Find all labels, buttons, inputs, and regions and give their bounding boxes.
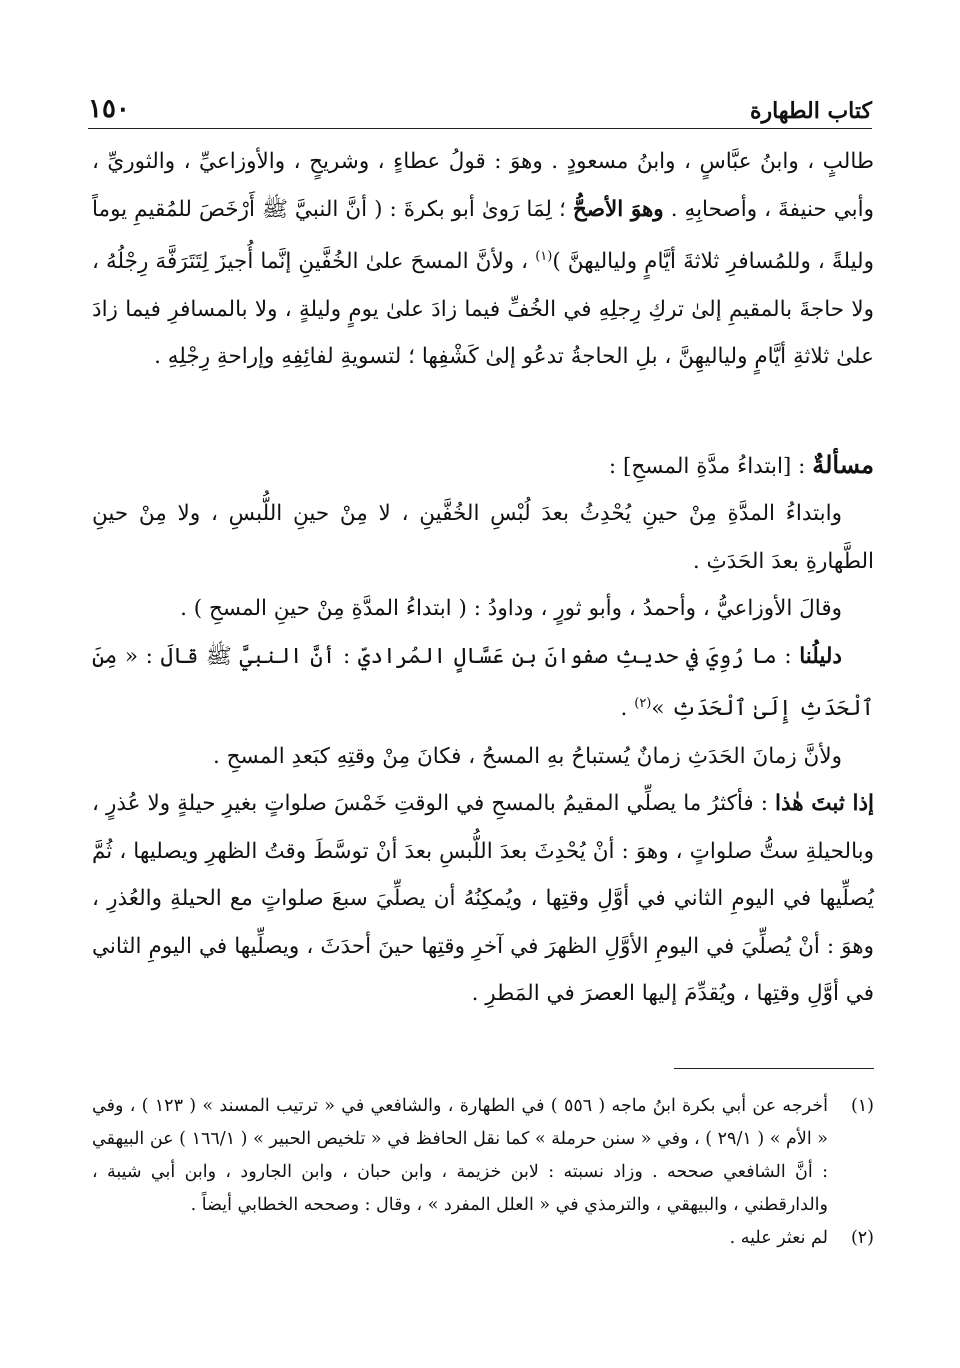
- footnotes: [92, 1090, 874, 1255]
- masala-label: مسألةٌ: [812, 449, 874, 479]
- opinion-bold-phrase: وهوَ الأصحُّ: [572, 196, 664, 222]
- footnote-marker-2: (٢): [634, 696, 652, 712]
- page-header: [88, 84, 872, 129]
- running-title: كتاب الطهارة: [749, 98, 872, 124]
- footnote-marker-1: (١): [535, 249, 553, 264]
- paragraph-3: وقالَ الأوزاعيُّ ، وأحمدُ ، وأبو ثورٍ ، وداودُ : ( ابتداءُ المدَّةِ مِنْ حينِ المسحِ ) .: [180, 596, 842, 622]
- footnote-number: (٢): [850, 1228, 874, 1248]
- masala-heading: [92, 441, 874, 491]
- footnote-1: [92, 1090, 874, 1222]
- footnote-number: (١): [850, 1096, 874, 1116]
- paragraph-1: طالبٍ ، وابنُ عبَّاسٍ ، وابنُ مسعودٍ . وهوَ : قولُ عطاءٍ ، وشريحٍ ، والأوزاعيِّ ، والثوريِّ ، وأبي حنيفةَ ، وأصحابِهِ . وهوَ الأصحُّ ؛ لِمَا رَوىٰ أبو بكرةَ : ( أنَّ النبيَّ ﷺ أَرْخَصَ للمُقيمِ يوماً وليلةً ، وللمُسافرِ ثلاثةَ أيَّامٍ ولياليهنَّ )$^{(١)}$ ، ولأنَّ المسحَ علىٰ الخُفَّينِ إنَّما أُجيزَ لِتَتَرَفَّهَ رِجْلُهُ ، ولا حاجةَ بالمقيمِ إلىٰ تركِ رِجلِهِ في الخُفِّ فيما زادَ علىٰ يومٍ وليلةٍ ، ولا بالمسافرِ فيما زادَ علىٰ ثلاثةِ أيَّامٍ ولياليهِنَّ ، بلِ الحاجةُ تدعُو إلىٰ كَشْفِها ؛ لتسويةِ لفائِفِهِ وإراحةِ رِجْلِهِ .: [92, 149, 874, 370]
- footnote-divider: [674, 1068, 874, 1069]
- paragraph-2: وابتداءُ المدَّةِ مِنْ حينِ يُحْدِثُ بعدَ لُبْسِ الخُفَّينِ ، لا مِنْ حينِ اللُّبسِ ، ولا مِنْ حينِ الطَّهارةِ بعدَ الحَدَثِ .: [92, 501, 874, 574]
- footnote-text: أخرجه عن أبي بكرة ابنُ ماجه ( ٥٥٦ ) في الطهارة ، والشافعي في « ترتيب المسند » ( ١٢٣ ) ، وفي « الأم » ( ٢٩/١ ) ، وفي « سنن حرملة » كما نقل الحافظ في « تلخيص الحبير » ( ١٦٦/١ ) عن البيهقي : أنَّ الشافعي صححه . وزاد نسبته : لابن خزيمة ، وابن حبان ، وابن الجارود ، وابن أبي شيبة ، والدارقطني ، والبيهقي ، والترمذي في « العلل المفرد » ، وقال : وصححه الخطابي أيضاً .: [92, 1096, 828, 1215]
- footnote-2: [92, 1222, 874, 1255]
- established-label: إذا ثبتَ هٰذا: [774, 791, 875, 817]
- masala-title: : [ابتداءُ مدَّةِ المسحِ] :: [608, 453, 806, 479]
- paragraph-5: ولأنَّ زمانَ الحَدَثِ زمانٌ يُستباحُ بهِ المسحُ ، فكانَ مِنْ وقتِهِ كبَعدِ المسحِ .: [213, 743, 842, 769]
- evidence-label: دليلُنا: [799, 643, 842, 669]
- paragraph-6: إذا ثبتَ هٰذا : فأكثرُ ما يصلِّي المقيمُ بالمسحِ في الوقتِ خَمْسَ صلواتٍ بغيرِ حيلةٍ ولا عُذرٍ ، وبالحيلةِ ستُّ صلواتٍ ، وهوَ : أنْ يُحْدِثَ بعدَ اللُّبسِ بعدَ أنْ توسَّطَ وقتُ الظهرِ ويصليها ، ثُمَّ يُصلِّيها في اليومِ الثاني في أوَّلِ وقتِها ، ويُمكِنُهُ أن يصلِّيَ سبعَ صلواتٍ مع الحيلةِ والعُذرِ ، وهوَ : أنْ يُصلِّيَ في اليومِ الأوَّلِ الظهرَ في آخرِ وقتِها حينَ أحدَثَ ، ويصلِّيها في اليومِ الثاني في أوَّلِ وقتِها ، ويُقدِّمَ إليها العصرَ في المَطرِ .: [92, 791, 875, 1007]
- paragraph-4: دليلُنا : ما رُوِيَ في حديثِ صفوانَ بن عَسَّالٍ المُراديِّ : أنَّ النبيَّ ﷺ قالَ : « مِنَ ٱلْحَدَثِ إِلَىٰ ٱلْحَدَثِ »$^{(٢)}$ .: [92, 643, 874, 722]
- page-number: ١٥٠: [88, 94, 130, 124]
- footnote-text: لم نعثر عليه .: [729, 1228, 828, 1248]
- main-text: [92, 138, 874, 1018]
